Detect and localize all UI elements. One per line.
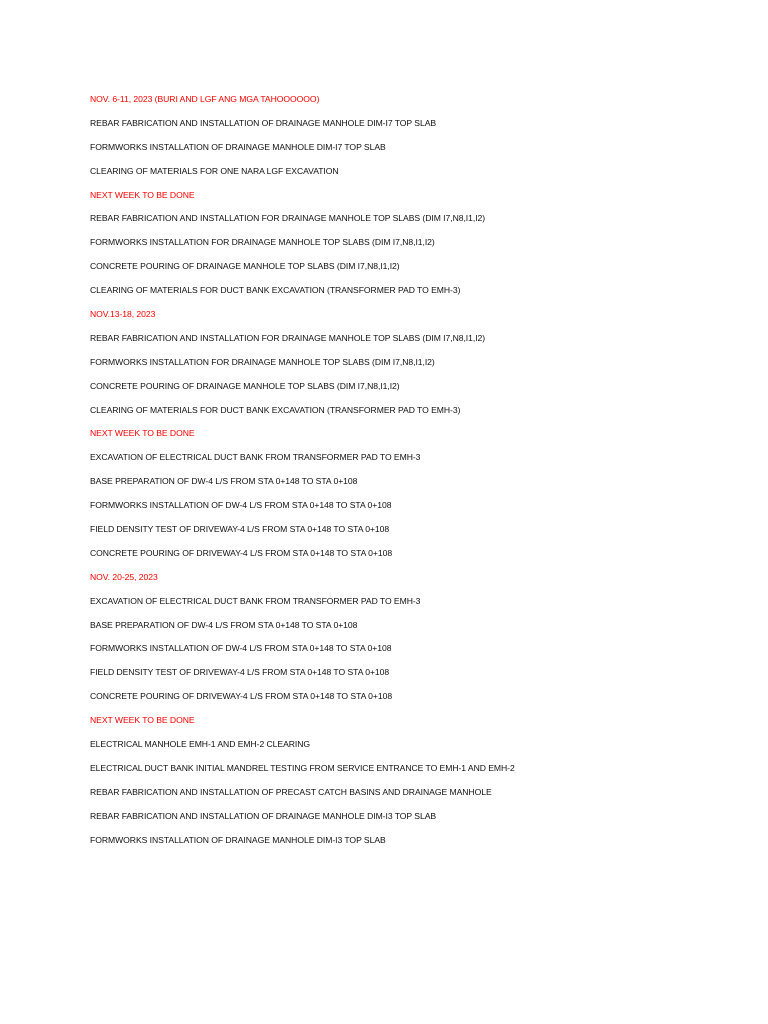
section-heading: NEXT WEEK TO BE DONE <box>90 428 195 439</box>
task-item: ELECTRICAL DUCT BANK INITIAL MANDREL TESTING FROM SERVICE ENTRANCE TO EMH-1 AND EMH-2 <box>90 762 515 773</box>
section-heading: NOV. 20-25, 2023 <box>90 571 158 582</box>
task-item: CLEARING OF MATERIALS FOR ONE NARA LGF EXCAVATION <box>90 165 339 176</box>
task-item: FORMWORKS INSTALLATION OF DW-4 L/S FROM STA 0+148 TO STA 0+108 <box>90 643 392 654</box>
task-item: CONCRETE POURING OF DRIVEWAY-4 L/S FROM STA 0+148 TO STA 0+108 <box>90 547 393 558</box>
task-item: CONCRETE POURING OF DRAINAGE MANHOLE TOP SLABS (DIM I7,N8,I1,I2) <box>90 261 400 272</box>
task-item: EXCAVATION OF ELECTRICAL DUCT BANK FROM TRANSFORMER PAD TO EMH-3 <box>90 452 421 463</box>
task-item: CONCRETE POURING OF DRAINAGE MANHOLE TOP SLABS (DIM I7,N8,I1,I2) <box>90 380 400 391</box>
task-item: ELECTRICAL MANHOLE EMH-1 AND EMH-2 CLEARING <box>90 739 311 750</box>
section-heading: NOV.13-18, 2023 <box>90 309 156 320</box>
document-body <box>90 93 730 858</box>
task-item: FORMWORKS INSTALLATION OF DRAINAGE MANHOLE DIM-I7 TOP SLAB <box>90 141 386 152</box>
task-item: REBAR FABRICATION AND INSTALLATION FOR DRAINAGE MANHOLE TOP SLABS (DIM I7,N8,I1,I2) <box>90 332 486 343</box>
task-item: FORMWORKS INSTALLATION OF DW-4 L/S FROM STA 0+148 TO STA 0+108 <box>90 500 392 511</box>
section-heading: NOV. 6-11, 2023 (BURI AND LGF ANG MGA TAHOOOOOO) <box>90 94 320 104</box>
task-item: EXCAVATION OF ELECTRICAL DUCT BANK FROM TRANSFORMER PAD TO EMH-3 <box>90 595 421 606</box>
task-item: FORMWORKS INSTALLATION FOR DRAINAGE MANHOLE TOP SLABS (DIM I7,N8,I1,I2) <box>90 356 435 367</box>
task-item: BASE PREPARATION OF DW-4 L/S FROM STA 0+148 TO STA 0+108 <box>90 476 358 487</box>
task-item: REBAR FABRICATION AND INSTALLATION OF PRECAST CATCH BASINS AND DRAINAGE MANHOLE <box>90 786 492 797</box>
task-item: REBAR FABRICATION AND INSTALLATION FOR DRAINAGE MANHOLE TOP SLABS (DIM I7,N8,I1,I2) <box>90 213 486 224</box>
task-item: CLEARING OF MATERIALS FOR DUCT BANK EXCAVATION (TRANSFORMER PAD TO EMH-3) <box>90 285 461 296</box>
task-item: BASE PREPARATION OF DW-4 L/S FROM STA 0+148 TO STA 0+108 <box>90 619 358 630</box>
task-item: CONCRETE POURING OF DRIVEWAY-4 L/S FROM STA 0+148 TO STA 0+108 <box>90 691 393 702</box>
task-item: FORMWORKS INSTALLATION FOR DRAINAGE MANHOLE TOP SLABS (DIM I7,N8,I1,I2) <box>90 237 435 248</box>
task-item: FIELD DENSITY TEST OF DRIVEWAY-4 L/S FROM STA 0+148 TO STA 0+108 <box>90 667 390 678</box>
task-item: REBAR FABRICATION AND INSTALLATION OF DRAINAGE MANHOLE DIM-I7 TOP SLAB <box>90 117 437 128</box>
section-heading: NEXT WEEK TO BE DONE <box>90 189 195 200</box>
task-item: CLEARING OF MATERIALS FOR DUCT BANK EXCAVATION (TRANSFORMER PAD TO EMH-3) <box>90 404 461 415</box>
task-item: FORMWORKS INSTALLATION OF DRAINAGE MANHOLE DIM-I3 TOP SLAB <box>90 834 386 845</box>
task-item: REBAR FABRICATION AND INSTALLATION OF DRAINAGE MANHOLE DIM-I3 TOP SLAB <box>90 810 437 821</box>
section-heading: NEXT WEEK TO BE DONE <box>90 715 195 726</box>
task-item: FIELD DENSITY TEST OF DRIVEWAY-4 L/S FROM STA 0+148 TO STA 0+108 <box>90 524 390 535</box>
